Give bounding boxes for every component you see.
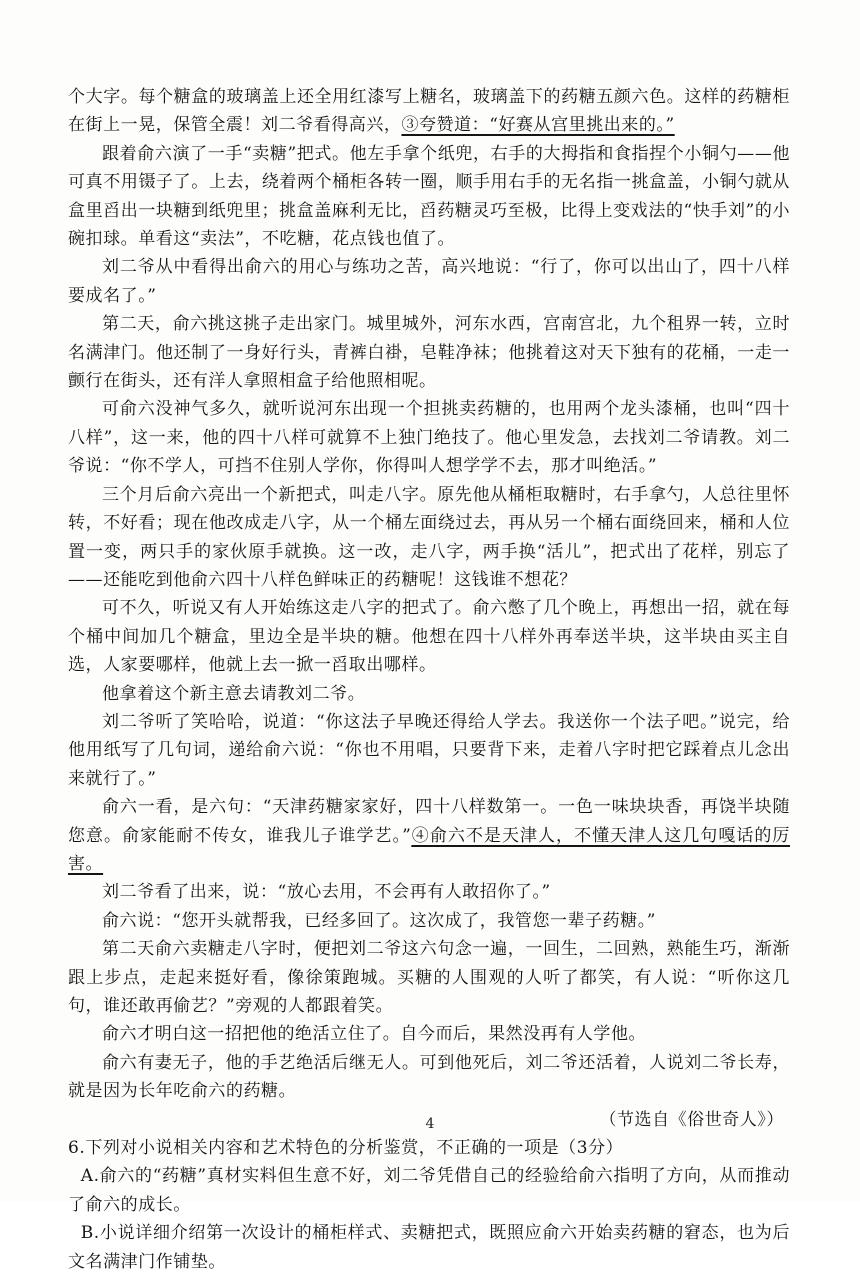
- story-paragraph: [68, 253, 790, 310]
- paragraph-text: 三个月后俞六亮出一个新把式，叫走八字。原先他从桶柜取糖时，右手拿勺，人总往里怀转，不好看；现在他改成走八字，从一个桶左面绕过去，再从另一个桶右面绕回来，桶和人位置一变，两只手的家伙原手就换。这一改，走八字，两手换“活儿”，把式出了花样，别忘了——还能吃到他俞六四十八样色鲜味正的药糖呢！这钱谁不想花？: [68, 484, 790, 590]
- story-paragraph: [68, 1049, 790, 1106]
- paragraph-text: （节选自《俗世奇人》）: [599, 1109, 784, 1130]
- page-number: 4: [425, 1116, 435, 1132]
- paragraph-text: 刘二爷从中看得出俞六的用心与练功之苦，高兴地说：“行了，你可以出山了，四十八样要成名了。”: [68, 257, 790, 306]
- story-paragraph: [68, 878, 790, 906]
- story-paragraph: [68, 594, 790, 679]
- story-paragraph: [68, 481, 790, 595]
- story-paragraph: [68, 140, 790, 254]
- story-paragraph: [68, 935, 790, 1020]
- question-6: [68, 1134, 790, 1276]
- paragraph-text: 俞六有妻无子，他的手艺绝活后继无人。可到他死后，刘二爷还活着，人说刘二爷长寿，就是因为长年吃俞六的药糖。: [68, 1052, 790, 1102]
- option-b[interactable]: B.小说详细介绍第一次设计的桶柜样式、卖糖把式，既照应俞六开始卖药糖的窘态，也为后文名满津门作铺垫。: [68, 1223, 790, 1272]
- underlined-sentence: ④俞六不是天津人，不懂天津人这几句嘎话的厉害。: [68, 825, 790, 874]
- story-paragraph: [68, 680, 790, 708]
- paragraph-text: 可俞六没神气多久，就听说河东出现一个担挑卖药糖的，也用两个龙头漆桶，也叫“四十八样”，这一来，他的四十八样可就算不上独门绝技了。他心里发急，去找刘二爷请教。刘二爷说：“你不学人，可挡不住别人学你，你得叫人想学学不去，那才叫绝活。”: [68, 399, 790, 477]
- paragraph-text: 俞六才明白这一招把他的绝活立住了。自今而后，果然没再有人学他。: [102, 1024, 647, 1045]
- story-paragraph: [68, 793, 790, 878]
- story-paragraph: [68, 395, 790, 480]
- story-paragraph: [68, 1020, 790, 1048]
- question-stem: 6.下列对小说相关内容和艺术特色的分析鉴赏，不正确的一项是（3分）: [68, 1138, 624, 1159]
- story-paragraph: [68, 907, 790, 935]
- underlined-sentence: ③夸赞道：“好赛从宫里挑出来的。”: [401, 115, 675, 136]
- paragraph-text: 他拿着这个新主意去请教刘二爷。: [102, 683, 366, 704]
- paragraph-text: 可不久，听说又有人开始练这走八字的把式了。俞六憋了几个晚上，再想出一招，就在每个桶中间加几个糖盒，里边全是半块的糖。他想在四十八样外再奉送半块，这半块由买主自选，人家要哪样，他就上去一掀一舀取出哪样。: [68, 598, 790, 676]
- story-text: [68, 83, 790, 1134]
- story-paragraph: [68, 310, 790, 395]
- option-a[interactable]: A.俞六的“药糖”真材实料但生意不好，刘二爷凭借自己的经验给俞六指明了方向，从而推动了俞六的成长。: [68, 1166, 790, 1215]
- story-paragraph: [68, 708, 790, 793]
- paragraph-text: 第二天俞六卖糖走八字时，便把刘二爷这六句念一遍，一回生，二回熟，熟能生巧，渐渐跟上步点，走起来挺好看，像徐策跑城。买糖的人围观的人听了都笑，有人说：“听你这几句，谁还敢再偷艺？”旁观的人都跟着笑。: [68, 939, 790, 1016]
- paragraph-text: 第二天，俞六挑这挑子走出家门。城里城外，河东水西，宫南宫北，九个租界一转，立时名满津门。他还制了一身好行头，青裤白褂，皂鞋净袜；他挑着这对天下独有的花桶，一走一颤行在街头，还有洋人拿照相盒子给他照相呢。: [68, 314, 790, 392]
- paragraph-text: 刘二爷看了出来，说：“放心去用，不会再有人敢招你了。”: [102, 882, 551, 903]
- paragraph-text: 俞六一看，是六句：“天津药糖家家好，四十八样数第一。一色一味块块香，再饶半块随您意。俞家能耐不传女，谁我儿子谁学艺。”: [68, 797, 790, 846]
- paragraph-text: 个大字。每个糖盒的玻璃盖上还全用红漆写上糖名，玻璃盖下的药糖五颜六色。这样的药糖柜在街上一晃，保管全震！刘二爷看得高兴，: [68, 87, 790, 136]
- paragraph-text: 跟着俞六演了一手“卖糖”把式。他左手拿个纸兜，右手的大拇指和食指捏个小铜勺——他可真不用镊子了。上去，绕着两个桶柜各转一圈，顺手用右手的无名指一挑盒盖，小铜勺就从盒里舀出一块糖到纸兜里；挑盒盖麻利无比，舀药糖灵巧至极，比得上变戏法的“快手刘”的小碗扣球。单看这“卖法”，不吃糖，花点钱也值了。: [68, 143, 790, 250]
- paragraph-text: 刘二爷听了笑哈哈，说道：“你这法子早晚还得给人学去。我送你一个法子吧。”说完，给他用纸写了几句词，递给俞六说：“你也不用唱，只要背下来，走着八字时把它踩着点儿念出来就行了。”: [68, 711, 790, 789]
- paragraph-text: 俞六说：“您开头就帮我，已经多回了。这次成了，我管您一辈子药糖。”: [102, 910, 657, 931]
- story-paragraph: [68, 83, 790, 140]
